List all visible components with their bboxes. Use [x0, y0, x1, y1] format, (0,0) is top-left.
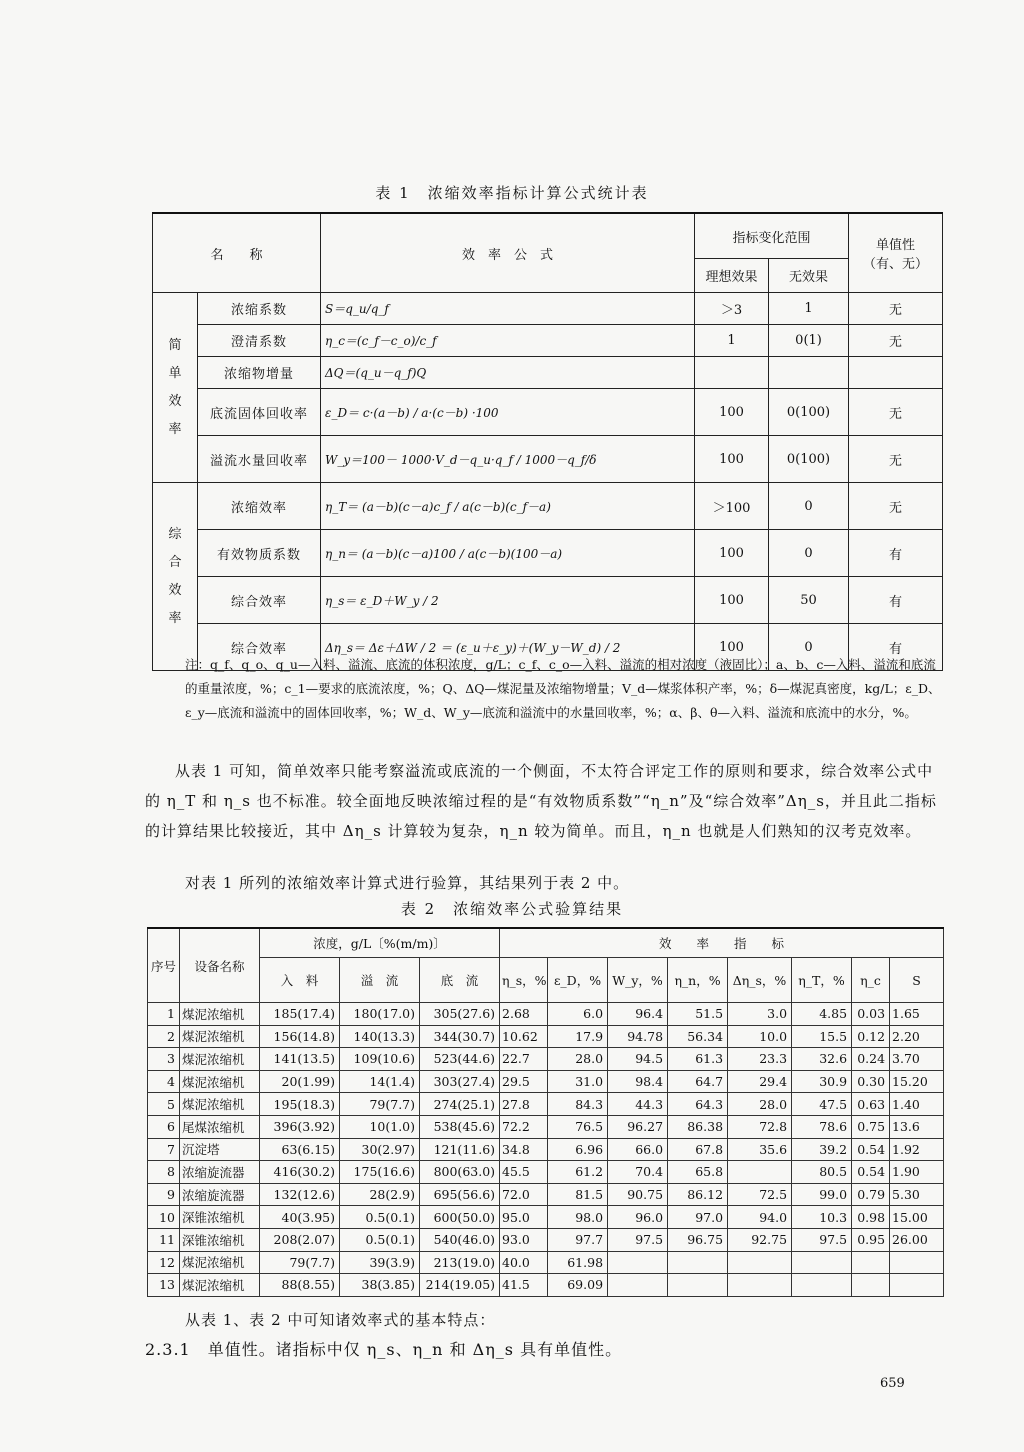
t2-cell-no: 13 [148, 1274, 180, 1297]
t2-cell-s [890, 1274, 944, 1297]
t2-head-eff: 效 率 指 标 [500, 928, 944, 958]
t1-cell-unique: 无 [849, 389, 943, 436]
t2-cell-overflow: 0.5(0.1) [340, 1228, 420, 1251]
t1-cell-none: 0 [769, 530, 849, 577]
t1-head-unique-label: 单值性 [876, 238, 916, 253]
t2-cell-no: 5 [148, 1093, 180, 1116]
t2-cell-s: 15.00 [890, 1206, 944, 1229]
table-row [148, 1206, 944, 1229]
t2-cell-device: 煤泥浓缩机 [180, 1048, 260, 1071]
t1-cell-formula: S＝q_u/q_f [321, 293, 695, 325]
t2-cell-wy: 66.0 [608, 1138, 668, 1161]
t1-cell-ideal: 100 [695, 530, 769, 577]
t1-group-label: 简 单 效 率 [153, 293, 198, 483]
t2-cell-eta-c [852, 1274, 890, 1297]
t2-cell-eps-d: 17.9 [548, 1025, 608, 1048]
t2-cell-feed: 396(3.92) [260, 1115, 340, 1138]
t2-cell-delta-eta [728, 1161, 792, 1184]
t2-cell-delta-eta: 10.0 [728, 1025, 792, 1048]
t2-cell-underflow: 303(27.4) [420, 1070, 500, 1093]
t2-cell-eta-s: 95.0 [500, 1206, 548, 1229]
t1-cell-none: 0 [769, 624, 849, 671]
t1-cell-name: 底流固体回收率 [198, 389, 321, 436]
t2-cell-eta-s: 29.5 [500, 1070, 548, 1093]
t1-head-none: 无效果 [769, 259, 849, 293]
t2-body [148, 1003, 944, 1297]
t2-cell-s [890, 1251, 944, 1274]
t1-cell-ideal: ＞100 [695, 483, 769, 530]
t2-cell-eta-n: 64.3 [668, 1093, 728, 1116]
t2-cell-eta-c: 0.79 [852, 1183, 890, 1206]
t1-cell-none [769, 357, 849, 389]
t2-cell-underflow: 600(50.0) [420, 1206, 500, 1229]
t2-cell-wy: 94.5 [608, 1048, 668, 1071]
t2-cell-wy: 96.27 [608, 1115, 668, 1138]
t1-cell-none: 0(100) [769, 436, 849, 483]
t1-head-name: 名 称 [153, 213, 321, 293]
table-row [148, 1048, 944, 1071]
t2-cell-delta-eta: 28.0 [728, 1093, 792, 1116]
t2-cell-eta-s: 93.0 [500, 1228, 548, 1251]
t2-cell-feed: 63(6.15) [260, 1138, 340, 1161]
t2-head-col: ε_D，% [548, 958, 608, 1003]
t2-cell-feed: 156(14.8) [260, 1025, 340, 1048]
t2-head-feed: 入 料 [260, 958, 340, 1003]
t2-cell-delta-eta [728, 1274, 792, 1297]
t2-cell-overflow: 180(17.0) [340, 1003, 420, 1026]
table1-note: 注：q_f、q_o、q_u—入料、溢流、底流的体积浓度，g/L；c_f、c_o—入料、溢流的相对浓度（液固比）；a、b、c—入料、溢流和底流的重量浓度，%；c_1—要求的底流浓度，%；Q、ΔQ—煤泥量及浓缩物增量；V_d—煤浆体积产率，%；δ—煤泥真密度，kg/L；ε_D、ε_y—底流和溢流中的固体回收率，%；W_d、W_y—底流和溢流中的水量回收率，%；α、β、θ—入料、溢流和底流中的水分，%。 [185, 657, 941, 720]
t2-cell-eta-s: 27.8 [500, 1093, 548, 1116]
t1-head-formula: 效 率 公 式 [321, 213, 695, 293]
t2-cell-feed: 141(13.5) [260, 1048, 340, 1071]
t1-cell-unique: 有 [849, 530, 943, 577]
t2-cell-wy: 96.4 [608, 1003, 668, 1026]
table-row [148, 1138, 944, 1161]
t2-cell-delta-eta: 29.4 [728, 1070, 792, 1093]
t2-cell-device: 煤泥浓缩机 [180, 1274, 260, 1297]
t2-cell-eta-s: 2.68 [500, 1003, 548, 1026]
t2-cell-feed: 132(12.6) [260, 1183, 340, 1206]
t2-cell-eta-c: 0.24 [852, 1048, 890, 1071]
t2-cell-device: 煤泥浓缩机 [180, 1251, 260, 1274]
t2-cell-feed: 195(18.3) [260, 1093, 340, 1116]
t2-cell-feed: 208(2.07) [260, 1228, 340, 1251]
t2-cell-s: 13.6 [890, 1115, 944, 1138]
table1-title: 表 1 浓缩效率指标计算公式统计表 [375, 184, 649, 202]
t2-head-col: η_T，% [792, 958, 852, 1003]
t1-body [153, 293, 943, 671]
t1-cell-formula: η_s＝ ε_D＋W_y / 2 [321, 577, 695, 624]
t1-cell-unique [849, 357, 943, 389]
t2-cell-eps-d: 6.0 [548, 1003, 608, 1026]
t2-cell-device: 沉淀塔 [180, 1138, 260, 1161]
t2-cell-overflow: 0.5(0.1) [340, 1206, 420, 1229]
t2-cell-eta-t: 99.0 [792, 1183, 852, 1206]
t2-head-device: 设备名称 [180, 928, 260, 1003]
t2-cell-eta-t: 15.5 [792, 1025, 852, 1048]
t2-cell-overflow: 28(2.9) [340, 1183, 420, 1206]
t2-cell-eps-d: 31.0 [548, 1070, 608, 1093]
t2-cell-eta-c: 0.95 [852, 1228, 890, 1251]
t2-cell-eta-t: 30.9 [792, 1070, 852, 1093]
t2-cell-eta-t [792, 1251, 852, 1274]
t2-cell-eta-n: 51.5 [668, 1003, 728, 1026]
t2-cell-no: 6 [148, 1115, 180, 1138]
table-row [148, 1003, 944, 1026]
t2-cell-no: 1 [148, 1003, 180, 1026]
t2-cell-underflow: 800(63.0) [420, 1161, 500, 1184]
table1 [152, 212, 943, 671]
t2-cell-overflow: 10(1.0) [340, 1115, 420, 1138]
t2-cell-eta-n: 96.75 [668, 1228, 728, 1251]
t2-cell-device: 深锥浓缩机 [180, 1228, 260, 1251]
t2-cell-overflow: 38(3.85) [340, 1274, 420, 1297]
t1-cell-ideal: ＞3 [695, 293, 769, 325]
t2-head-col: Δη_s，% [728, 958, 792, 1003]
t2-cell-device: 尾煤浓缩机 [180, 1115, 260, 1138]
t2-cell-eta-c: 0.75 [852, 1115, 890, 1138]
table-row [148, 1115, 944, 1138]
t2-cell-delta-eta: 94.0 [728, 1206, 792, 1229]
t1-row [153, 357, 943, 389]
t2-cell-underflow: 305(27.6) [420, 1003, 500, 1026]
t2-cell-eps-d: 28.0 [548, 1048, 608, 1071]
t2-head-underflow: 底 流 [420, 958, 500, 1003]
t2-cell-no: 12 [148, 1251, 180, 1274]
t2-cell-eta-c: 0.12 [852, 1025, 890, 1048]
t1-cell-none: 0 [769, 483, 849, 530]
t2-cell-underflow: 538(45.6) [420, 1115, 500, 1138]
paragraph-3: 从表 1、表 2 中可知诸效率式的基本特点： [185, 1311, 496, 1329]
t1-cell-unique: 无 [849, 436, 943, 483]
t2-cell-eta-n: 97.0 [668, 1206, 728, 1229]
t2-cell-eps-d: 61.98 [548, 1251, 608, 1274]
t2-head-conc: 浓度，g/L〔%(m/m)〕 [260, 928, 500, 958]
t1-cell-ideal: 100 [695, 389, 769, 436]
t2-cell-s: 15.20 [890, 1070, 944, 1093]
t2-cell-eta-c: 0.54 [852, 1138, 890, 1161]
t2-cell-eta-s: 10.62 [500, 1025, 548, 1048]
t2-cell-device: 煤泥浓缩机 [180, 1025, 260, 1048]
paragraph-2: 对表 1 所列的浓缩效率计算式进行验算，其结果列于表 2 中。 [185, 874, 630, 892]
t2-cell-wy: 97.5 [608, 1228, 668, 1251]
t2-cell-s: 1.65 [890, 1003, 944, 1026]
t2-cell-delta-eta: 23.3 [728, 1048, 792, 1071]
t1-cell-none: 0(100) [769, 389, 849, 436]
t2-cell-overflow: 39(3.9) [340, 1251, 420, 1274]
t2-cell-eta-s: 72.2 [500, 1115, 548, 1138]
t2-cell-eta-t: 4.85 [792, 1003, 852, 1026]
table-row [148, 1274, 944, 1297]
t2-cell-eta-s: 34.8 [500, 1138, 548, 1161]
t1-cell-formula: W_y＝100－ 1000·V_d－q_u·q_f / 1000－q_f/δ [321, 436, 695, 483]
table-row [148, 1228, 944, 1251]
t2-cell-wy [608, 1251, 668, 1274]
table-row [148, 1161, 944, 1184]
t2-cell-eta-s: 40.0 [500, 1251, 548, 1274]
t2-head-col: η_s，% [500, 958, 548, 1003]
t1-cell-name: 溢流水量回收率 [198, 436, 321, 483]
t2-cell-s: 3.70 [890, 1048, 944, 1071]
paragraph-1: 从表 1 可知，简单效率只能考察溢流或底流的一个侧面，不太符合评定工作的原则和要求，综合效率公式中的 η_T 和 η_s 也不标准。较全面地反映浓缩过程的是“有效物质系数”“η_n”及“综合效率”Δη_s，并且此二指标的计算结果比较接近，其中 Δη_s 计算较为复杂，η_n 较为简单。而且，η_n 也就是人们熟知的汉考克效率。 [145, 762, 937, 840]
t2-cell-eta-c: 0.63 [852, 1093, 890, 1116]
table2-title: 表 2 浓缩效率公式验算结果 [400, 900, 624, 918]
t2-cell-s: 1.90 [890, 1161, 944, 1184]
t2-cell-eta-c: 0.03 [852, 1003, 890, 1026]
t2-head-col: η_n，% [668, 958, 728, 1003]
t2-cell-eta-s: 72.0 [500, 1183, 548, 1206]
t2-cell-delta-eta: 3.0 [728, 1003, 792, 1026]
t2-cell-underflow: 540(46.0) [420, 1228, 500, 1251]
t2-cell-overflow: 175(16.6) [340, 1161, 420, 1184]
t1-cell-ideal [695, 357, 769, 389]
t2-cell-eta-n: 61.3 [668, 1048, 728, 1071]
t1-cell-none: 0(1) [769, 325, 849, 357]
t1-cell-formula: ε_D＝ c·(a－b) / a·(c－b) ·100 [321, 389, 695, 436]
t2-cell-s: 1.92 [890, 1138, 944, 1161]
table-row [148, 1025, 944, 1048]
t2-cell-eps-d: 98.0 [548, 1206, 608, 1229]
t2-cell-eta-n: 64.7 [668, 1070, 728, 1093]
t2-cell-delta-eta: 92.75 [728, 1228, 792, 1251]
t2-cell-eta-n: 65.8 [668, 1161, 728, 1184]
t2-head-no: 序号 [148, 928, 180, 1003]
t1-row [153, 293, 943, 325]
t2-cell-device: 煤泥浓缩机 [180, 1003, 260, 1026]
t1-cell-name: 浓缩系数 [198, 293, 321, 325]
t1-cell-formula: Δη_s＝ Δε＋ΔW / 2 ＝ (ε_u＋ε_y)＋(W_y－W_d) / 2 [321, 624, 695, 671]
t1-row [153, 436, 943, 483]
t1-row [153, 530, 943, 577]
t2-cell-wy: 90.75 [608, 1183, 668, 1206]
t2-cell-eps-d: 61.2 [548, 1161, 608, 1184]
t2-cell-eta-s: 22.7 [500, 1048, 548, 1071]
t2-head-col: W_y，% [608, 958, 668, 1003]
t1-cell-unique: 无 [849, 325, 943, 357]
t2-cell-eta-t [792, 1274, 852, 1297]
t2-cell-device: 浓缩旋流器 [180, 1161, 260, 1184]
t1-cell-ideal: 100 [695, 577, 769, 624]
t2-cell-eta-c: 0.98 [852, 1206, 890, 1229]
t1-cell-none: 1 [769, 293, 849, 325]
t2-cell-delta-eta: 35.6 [728, 1138, 792, 1161]
t2-cell-feed: 416(30.2) [260, 1161, 340, 1184]
t2-cell-device: 煤泥浓缩机 [180, 1070, 260, 1093]
t2-cell-overflow: 30(2.97) [340, 1138, 420, 1161]
t2-cell-delta-eta: 72.5 [728, 1183, 792, 1206]
t1-cell-name: 浓缩物增量 [198, 357, 321, 389]
t2-cell-eta-t: 47.5 [792, 1093, 852, 1116]
t2-head-overflow: 溢 流 [340, 958, 420, 1003]
t2-cell-eta-t: 39.2 [792, 1138, 852, 1161]
t1-head-ideal: 理想效果 [695, 259, 769, 293]
t2-cell-device: 深锥浓缩机 [180, 1206, 260, 1229]
t2-cell-delta-eta [728, 1251, 792, 1274]
t2-cell-wy [608, 1274, 668, 1297]
table2 [147, 927, 944, 1297]
t1-cell-formula: η_c＝(c_f－c_o)/c_f [321, 325, 695, 357]
t2-cell-wy: 96.0 [608, 1206, 668, 1229]
t2-cell-underflow: 523(44.6) [420, 1048, 500, 1071]
t1-cell-unique: 无 [849, 293, 943, 325]
t2-cell-device: 浓缩旋流器 [180, 1183, 260, 1206]
t2-head-col: S [890, 958, 944, 1003]
t2-cell-delta-eta: 72.8 [728, 1115, 792, 1138]
t2-cell-underflow: 344(30.7) [420, 1025, 500, 1048]
t2-cell-eps-d: 81.5 [548, 1183, 608, 1206]
t1-cell-formula: η_n＝ (a－b)(c－a)100 / a(c－b)(100－a) [321, 530, 695, 577]
t2-cell-eta-n: 86.38 [668, 1115, 728, 1138]
t2-cell-eps-d: 97.7 [548, 1228, 608, 1251]
t2-cell-eta-n: 86.12 [668, 1183, 728, 1206]
t2-cell-no: 11 [148, 1228, 180, 1251]
t2-cell-overflow: 140(13.3) [340, 1025, 420, 1048]
t2-cell-eta-n [668, 1274, 728, 1297]
t2-cell-s: 1.40 [890, 1093, 944, 1116]
t2-cell-feed: 79(7.7) [260, 1251, 340, 1274]
t2-cell-underflow: 695(56.6) [420, 1183, 500, 1206]
t2-cell-eta-t: 10.3 [792, 1206, 852, 1229]
t1-cell-ideal: 100 [695, 436, 769, 483]
t2-cell-underflow: 274(25.1) [420, 1093, 500, 1116]
t1-cell-formula: η_T＝ (a－b)(c－a)c_f / a(c－b)(c_f－a) [321, 483, 695, 530]
t1-row [153, 577, 943, 624]
t2-head-col: η_c [852, 958, 890, 1003]
t2-cell-s: 26.00 [890, 1228, 944, 1251]
t2-cell-eta-c [852, 1251, 890, 1274]
t2-cell-eta-s: 45.5 [500, 1161, 548, 1184]
t2-cell-no: 3 [148, 1048, 180, 1071]
t2-cell-eta-c: 0.30 [852, 1070, 890, 1093]
t1-cell-name: 澄清系数 [198, 325, 321, 357]
t2-cell-underflow: 121(11.6) [420, 1138, 500, 1161]
t2-cell-underflow: 213(19.0) [420, 1251, 500, 1274]
t1-head-range: 指标变化范围 [695, 213, 849, 259]
page-number: 659 [880, 1376, 905, 1391]
t1-cell-name: 综合效率 [198, 577, 321, 624]
t1-row [153, 389, 943, 436]
t2-cell-no: 4 [148, 1070, 180, 1093]
t2-cell-s: 2.20 [890, 1025, 944, 1048]
t1-group-label: 综 合 效 率 [153, 483, 198, 671]
t2-cell-eta-t: 32.6 [792, 1048, 852, 1071]
t2-cell-wy: 98.4 [608, 1070, 668, 1093]
t1-cell-unique: 无 [849, 483, 943, 530]
t1-head-unique [849, 213, 943, 293]
t2-cell-feed: 20(1.99) [260, 1070, 340, 1093]
table-row [148, 1070, 944, 1093]
t2-cell-overflow: 109(10.6) [340, 1048, 420, 1071]
t2-cell-no: 9 [148, 1183, 180, 1206]
t1-cell-none: 50 [769, 577, 849, 624]
t2-cell-eta-t: 78.6 [792, 1115, 852, 1138]
t2-cell-eps-d: 76.5 [548, 1115, 608, 1138]
t1-cell-name: 有效物质系数 [198, 530, 321, 577]
t1-row [153, 325, 943, 357]
t2-cell-wy: 94.78 [608, 1025, 668, 1048]
section-2-3-1: 2.3.1 单值性。诸指标中仅 η_s、η_n 和 Δη_s 具有单值性。 [145, 1340, 623, 1359]
t1-cell-ideal: 100 [695, 624, 769, 671]
t1-row [153, 483, 943, 530]
table-row [148, 1251, 944, 1274]
t2-cell-eta-n: 67.8 [668, 1138, 728, 1161]
t2-cell-underflow: 214(19.05) [420, 1274, 500, 1297]
t1-cell-unique: 有 [849, 577, 943, 624]
t2-cell-eps-d: 84.3 [548, 1093, 608, 1116]
t2-cell-wy: 70.4 [608, 1161, 668, 1184]
t1-cell-unique: 有 [849, 624, 943, 671]
t2-cell-eps-d: 6.96 [548, 1138, 608, 1161]
t2-cell-eps-d: 69.09 [548, 1274, 608, 1297]
t2-cell-device: 煤泥浓缩机 [180, 1093, 260, 1116]
table-row [148, 1183, 944, 1206]
t2-cell-feed: 88(8.55) [260, 1274, 340, 1297]
t2-cell-no: 2 [148, 1025, 180, 1048]
t2-cell-eta-n: 56.34 [668, 1025, 728, 1048]
t2-cell-no: 7 [148, 1138, 180, 1161]
t2-cell-wy: 44.3 [608, 1093, 668, 1116]
t2-cell-eta-n [668, 1251, 728, 1274]
t1-cell-ideal: 1 [695, 325, 769, 357]
table-row [148, 1093, 944, 1116]
t2-cell-overflow: 79(7.7) [340, 1093, 420, 1116]
t2-cell-s: 5.30 [890, 1183, 944, 1206]
t2-cell-feed: 185(17.4) [260, 1003, 340, 1026]
t1-cell-name: 浓缩效率 [198, 483, 321, 530]
t2-cell-eta-t: 97.5 [792, 1228, 852, 1251]
t2-cell-eta-s: 41.5 [500, 1274, 548, 1297]
t1-cell-name: 综合效率 [198, 624, 321, 671]
t2-cell-eta-t: 80.5 [792, 1161, 852, 1184]
t2-cell-no: 8 [148, 1161, 180, 1184]
t2-cell-overflow: 14(1.4) [340, 1070, 420, 1093]
t2-cell-feed: 40(3.95) [260, 1206, 340, 1229]
t1-head-unique-sub: （有、无） [863, 257, 929, 272]
t2-cell-eta-c: 0.54 [852, 1161, 890, 1184]
t1-cell-formula: ΔQ＝(q_u－q_f)Q [321, 357, 695, 389]
t2-cell-no: 10 [148, 1206, 180, 1229]
